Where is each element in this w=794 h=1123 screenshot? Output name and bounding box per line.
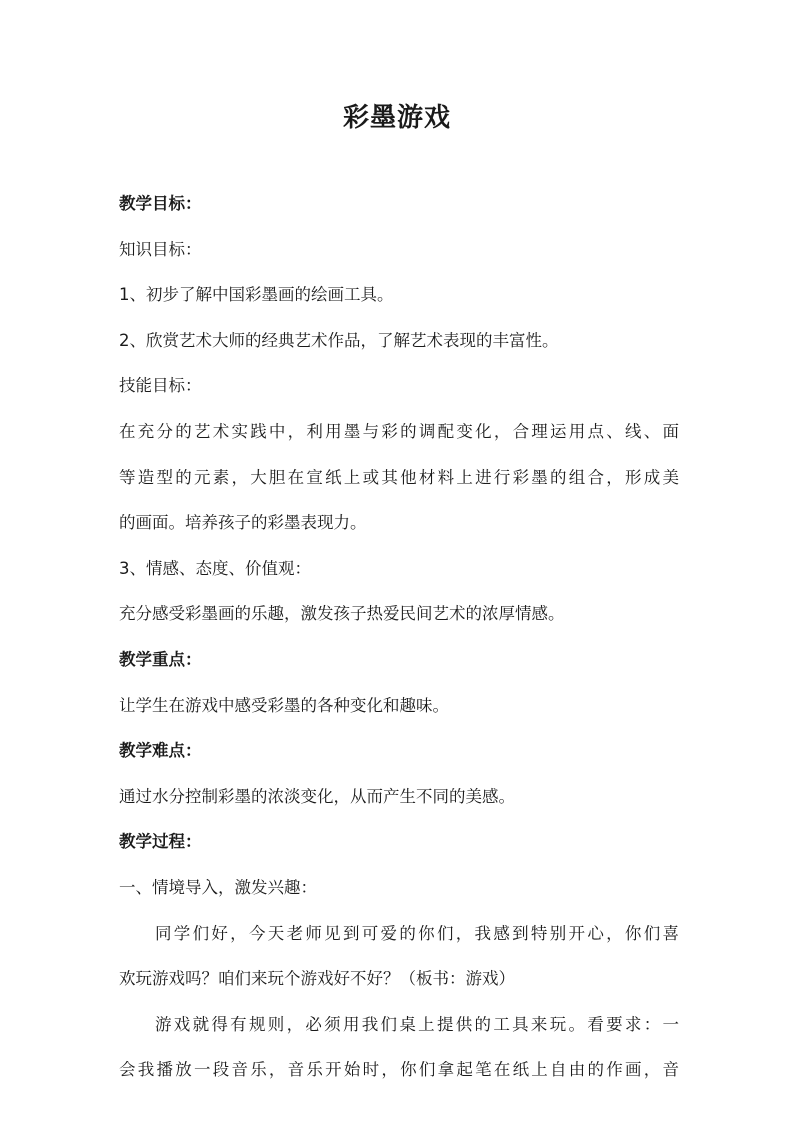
heading-teaching-difficulties: 教学难点：	[119, 741, 202, 761]
paragraph-line: 充分感受彩墨画的乐趣，激发孩子热爱民间艺术的浓厚情感。	[119, 604, 565, 624]
paragraph-line: 在充分的艺术实践中，利用墨与彩的调配变化，合理运用点、线、面	[119, 421, 679, 441]
paragraph-line: 通过水分控制彩墨的浓淡变化，从而产生不同的美感。	[119, 786, 515, 806]
paragraph-line: 游戏就得有规则，必须用我们桌上提供的工具来玩。看要求：一	[155, 1014, 679, 1034]
list-item-3: 3、情感、态度、价值观：	[119, 558, 311, 578]
heading-teaching-key-points: 教学重点：	[119, 649, 202, 669]
section-heading-1: 一、情境导入，激发兴趣：	[119, 877, 317, 897]
heading-teaching-process: 教学过程：	[119, 832, 202, 852]
paragraph-line: 欢玩游戏吗？咱们来玩个游戏好不好？（板书：游戏）	[119, 969, 515, 989]
paragraph-line: 同学们好，今天老师见到可爱的你们，我感到特别开心，你们喜	[155, 923, 679, 943]
paragraph-line: 等造型的元素，大胆在宣纸上或其他材料上进行彩墨的组合，形成美	[119, 467, 679, 487]
list-item-1: 1、初步了解中国彩墨画的绘画工具。	[119, 285, 394, 305]
paragraph-line: 让学生在游戏中感受彩墨的各种变化和趣味。	[119, 695, 449, 715]
list-item-2: 2、欣赏艺术大师的经典艺术作品，了解艺术表现的丰富性。	[119, 330, 559, 350]
document-title: 彩墨游戏	[342, 103, 451, 133]
paragraph-line: 的画面。培养孩子的彩墨表现力。	[119, 513, 367, 533]
paragraph-line: 会我播放一段音乐，音乐开始时，你们拿起笔在纸上自由的作画，音	[119, 1060, 679, 1080]
subheading-skill-objectives: 技能目标：	[119, 376, 202, 396]
document-body	[119, 181, 679, 1093]
heading-teaching-objectives: 教学目标：	[119, 194, 202, 213]
subheading-knowledge-objectives: 知识目标：	[119, 239, 202, 259]
